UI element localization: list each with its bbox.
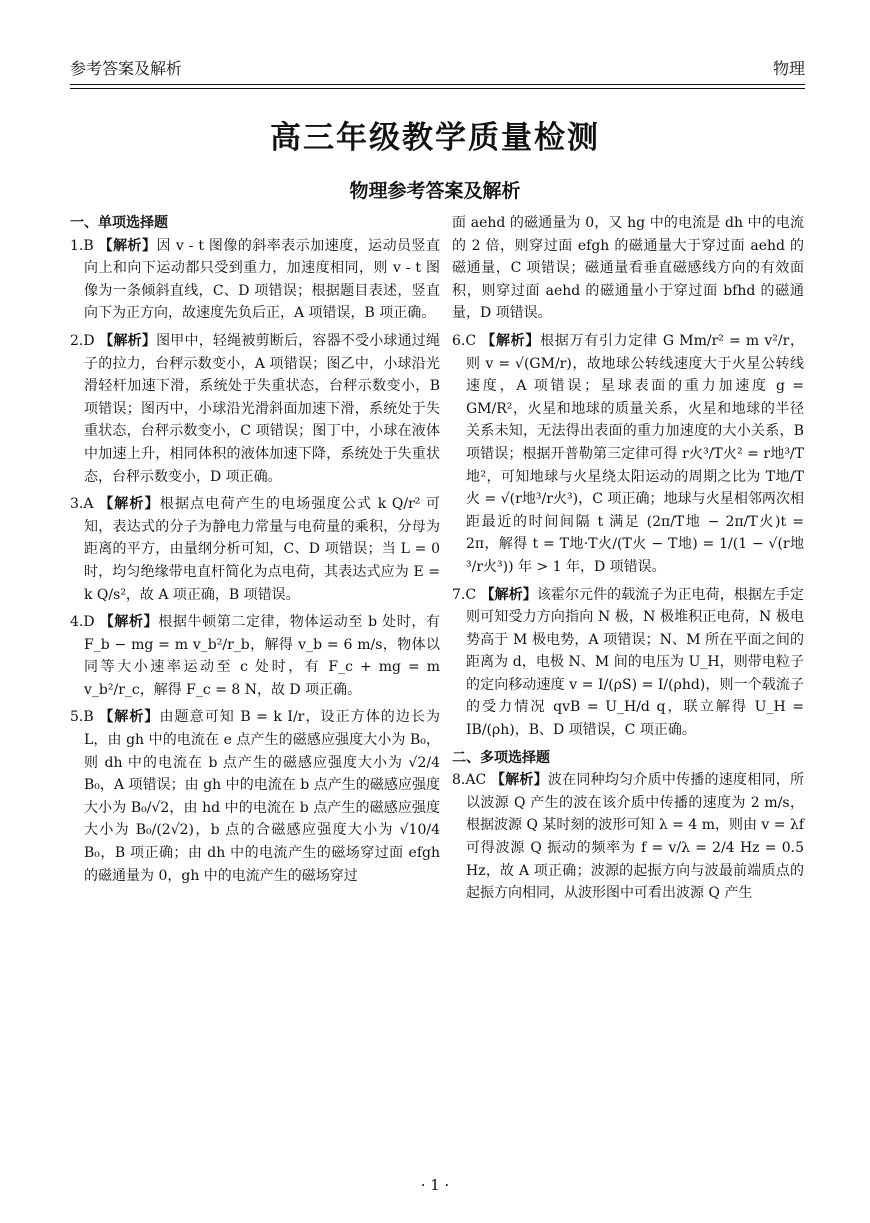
analysis-tag: 【解析】 [480,586,537,603]
answer-text: 因 v - t 图像的斜率表示加速度，运动员竖直向上和向下运动都只受到重力，加速度相同，则 v - t 图像为一条倾斜直线，C、D 项错误；根据题目表述，竖直向下为正方向，故速度先负后正，A 项错误，B 项正确。 [84,237,440,322]
answer-number: 3.A [70,496,94,513]
right-answer-list [452,212,804,742]
right-column [452,212,804,910]
header-rule-bottom [70,88,805,89]
answer-item [70,330,440,488]
answer-item [70,611,440,701]
answer-text: 根据牛顿第二定律，物体运动至 b 处时，有 F_b − mg = m v_b²/r_b，解得 v_b = 6 m/s，物体以同等大小速率运动至 c 处时，有 F_c + mg = m v_b²/r_c，解得 F_c = 8 N，故 D 项正确。 [84,614,441,698]
analysis-tag: 【解析】 [98,237,157,254]
answer-text: 面 aehd 的磁通量为 0，又 hg 中的电流是 dh 中的电流的 2 倍，则穿过面 efgh 的磁通量大于穿过面 aehd 的磁通量，C 项错误；磁通量看垂直磁感线方向的有效面积，则穿过面 aehd 的磁通量小于穿过面 bfhd 的磁通量，D 项错误。 [452,215,804,322]
analysis-tag: 【解析】 [99,332,157,349]
analysis-tag: 【解析】 [99,614,159,631]
answer-item [452,584,804,742]
answer-text: 图甲中，轻绳被剪断后，容器不受小球通过绳子的拉力，台秤示数变小，A 项错误；图乙中，小球沿光滑轻杆加速下滑，系统处于失重状态，台秤示数变小，B 项错误；图丙中，小球沿光滑斜面加速下滑，系统处于失重状态，台秤示数变小，C 项错误；图丁中，小球在液体中加速上升，相同体积的液体加速下降，系统处于失重状态，台秤示数变小，D 项正确。 [84,332,441,485]
answer-number: 1.B [70,237,94,254]
left-column [70,212,440,892]
analysis-tag: 【解析】 [490,772,548,789]
header-subject: 物理 [772,59,805,78]
page-title: 高三年级教学质量检测 [270,120,600,156]
answer-item [452,330,804,579]
page-header [70,56,805,82]
answer-item [452,212,804,325]
analysis-tag: 【解析】 [99,496,160,513]
answer-text: 根据点电荷产生的电场强度公式 k Q/r² 可知，表达式的分子为静电力常量与电荷量的乘积，分母为距离的平方，由量纲分析可知，C、D 项错误；当 L = 0 时，均匀绝缘带电直杆简化为点电荷，其表达式应为 E = k Q/s²，故 A 项正确，B 项错误。 [84,496,440,603]
answer-number: 6.C [452,332,477,349]
answer-number: 2.D [70,332,95,349]
answer-number: 4.D [70,614,95,631]
analysis-tag: 【解析】 [99,709,160,726]
header-doc-type: 参考答案及解析 [70,59,183,78]
answer-item [70,235,440,325]
answer-item [70,706,440,887]
analysis-tag: 【解析】 [481,332,541,349]
page-subtitle: 物理参考答案及解析 [349,180,521,202]
answer-number: 5.B [70,709,94,726]
answer-number: 8.AC [452,772,487,789]
answer-item [452,769,804,905]
answer-number: 7.C [452,586,477,603]
right-answer-list-multi [452,769,804,905]
page-number: · 1 · [420,1176,450,1194]
answer-text: 由题意可知 B = k I/r，设正方体的边长为 L，由 gh 中的电流在 e 点产生的磁感应强度大小为 B₀，则 dh 中的电流在 b 点产生的磁感应强度大小为 √2/4 B₀，A 项错误；由 gh 中的电流在 b 点产生的磁感应强度大小为 B₀/√2，由 hd 中的电流在 b 点产生的磁感应强度大小为 B₀/(2√2)，b 点的合磁感应强度大小为 √10/4 B₀，B 项正确；由 dh 中的电流产生的磁场穿过面 efgh 的磁通量为 0，gh 中的电流产生的磁场穿过 [84,709,441,884]
header-rule-top [70,84,805,85]
answer-text: 波在同种均匀介质中传播的速度相同，所以波源 Q 产生的波在该介质中传播的速度为 2 m/s，根据波源 Q 某时刻的波形可知 λ = 4 m，则由 v = λf 可得波源 Q 振动的频率为 f = v/λ = 2/4 Hz = 0.5 Hz，故 A 项正确；波源的起振方向与波最前端质点的起振方向相同，从波形图中可看出波源 Q 产生 [466,772,805,902]
left-answer-list [70,235,440,888]
answer-item [70,493,440,606]
section-heading-multi-choice: 二、多项选择题 [452,749,550,766]
answer-text: 该霍尔元件的载流子为正电荷，根据左手定则可知受力方向指向 N 极，N 极堆积正电荷，N 极电势高于 M 极电势，A 项错误；N、M 所在平面之间的距离为 d，电极 N、M 间的电压为 U_H，则带电粒子的定向移动速度 v = I/(ρS) = I/(ρhd)，则一个载流子的受力情况 qvB = U_H/d q，联立解得 U_H = IB/(ρh)，B、D 项错误，C 项正确。 [466,586,805,739]
answer-text: 根据万有引力定律 G Mm/r² = m v²/r，则 v = √(GM/r)，故地球公转线速度大于火星公转线速度，A 项错误；星球表面的重力加速度 g = GM/R²，火星和地球的质量关系，火星和地球的半径关系未知，无法得出表面的重力加速度的大小关系，B 项错误；根据开普勒第三定律可得 r火³/T火² = r地³/T地²，可知地球与火星绕太阳运动的周期之比为 T地/T火 = √(r地³/r火³)，C 项正确；地球与火星相邻两次相距最近的时间间隔 t 满足 (2π/T地 − 2π/T火)t = 2π，解得 t = T地·T火/(T火 − T地) = 1/(1 − √(r地³/r火³)) 年 > 1 年，D 项错误。 [466,332,805,575]
section-heading-single-choice: 一、单项选择题 [70,215,168,231]
